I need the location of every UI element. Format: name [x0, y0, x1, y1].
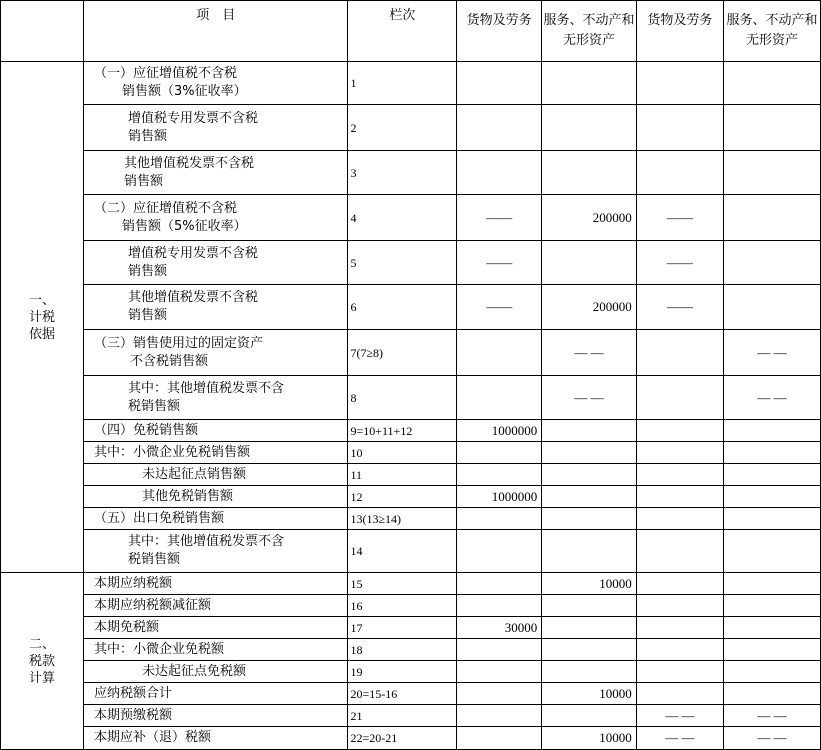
value-cell-g1[interactable]	[457, 727, 542, 750]
value-cell-s1[interactable]: 10000	[542, 727, 637, 750]
value-cell-g2[interactable]	[636, 151, 723, 195]
value-cell-g1[interactable]: 1000000	[457, 486, 542, 508]
value-cell-s1[interactable]	[542, 595, 637, 617]
row-label	[84, 530, 348, 573]
row-label-line1: 其他增值税发票不含税	[128, 290, 259, 305]
value-cell-g1[interactable]: ——	[457, 285, 542, 330]
value-cell-g1[interactable]: ——	[457, 195, 542, 241]
value-cell-s1[interactable]	[542, 420, 637, 442]
value-cell-s1[interactable]	[542, 639, 637, 661]
value-cell-s1[interactable]	[542, 151, 637, 195]
value-cell-g2[interactable]	[636, 420, 723, 442]
row-label-line2: 销售额	[128, 128, 168, 144]
row-label-line2: 不含税销售额	[130, 353, 209, 369]
value-cell-s2[interactable]	[723, 420, 820, 442]
value-cell-g1[interactable]	[457, 530, 542, 573]
value-cell-g1[interactable]	[457, 105, 542, 151]
value-cell-g2[interactable]	[636, 661, 723, 683]
value-cell-g2[interactable]	[636, 105, 723, 151]
value-cell-g1[interactable]	[457, 639, 542, 661]
value-cell-s2[interactable]	[723, 486, 820, 508]
row-column-number: 16	[348, 595, 457, 617]
row-label	[84, 442, 348, 464]
row-label-line2: 销售额	[124, 173, 164, 189]
value-cell-g1[interactable]	[457, 376, 542, 420]
value-cell-g1[interactable]	[457, 661, 542, 683]
row-label-line2: 税销售额	[128, 398, 181, 414]
value-cell-s2[interactable]	[723, 661, 820, 683]
value-cell-s1[interactable]: 10000	[542, 683, 637, 705]
header-item: 项 目	[84, 1, 348, 62]
row-label-line1: 应纳税额合计	[94, 685, 173, 701]
row-label	[84, 727, 348, 750]
header-column: 栏次	[348, 1, 457, 62]
row-column-number: 6	[348, 285, 457, 330]
value-cell-g2[interactable]: — —	[636, 727, 723, 750]
table-row	[1, 330, 821, 376]
row-label-line1: （四）免税销售额	[94, 422, 199, 438]
row-label-line1: 本期预缴税额	[94, 707, 173, 723]
value-cell-s1[interactable]: 200000	[542, 285, 637, 330]
row-label	[84, 486, 348, 508]
value-cell-s2[interactable]: — —	[723, 376, 820, 420]
row-label	[84, 285, 348, 330]
row-column-number: 2	[348, 105, 457, 151]
value-cell-g1[interactable]	[457, 330, 542, 376]
table-row	[1, 639, 821, 661]
row-label-line2: 销售额（5%征收率）	[122, 218, 247, 234]
table-row	[1, 573, 821, 595]
row-label-line1: 本期应纳税额减征额	[94, 597, 212, 613]
value-cell-g1[interactable]	[457, 683, 542, 705]
value-cell-g2[interactable]	[636, 62, 723, 105]
value-cell-g2[interactable]	[636, 617, 723, 639]
row-label	[84, 508, 348, 530]
value-cell-g1[interactable]: 30000	[457, 617, 542, 639]
table-row	[1, 442, 821, 464]
value-cell-s2[interactable]: — —	[723, 705, 820, 727]
header-row	[1, 1, 821, 62]
row-column-number: 5	[348, 241, 457, 285]
value-cell-g1[interactable]	[457, 508, 542, 530]
row-column-number: 13(13≥14)	[348, 508, 457, 530]
row-column-number: 22=20-21	[348, 727, 457, 750]
row-label	[84, 241, 348, 285]
value-cell-g1[interactable]	[457, 464, 542, 486]
table-row	[1, 241, 821, 285]
row-column-number: 11	[348, 464, 457, 486]
row-label-line1: 增值税专用发票不含税	[128, 245, 259, 261]
value-cell-s1[interactable]	[542, 442, 637, 464]
row-label	[84, 573, 348, 595]
table-row	[1, 595, 821, 617]
row-column-number: 17	[348, 617, 457, 639]
value-cell-s2[interactable]	[723, 241, 820, 285]
table-row	[1, 727, 821, 750]
value-cell-s2[interactable]	[723, 195, 820, 241]
value-cell-s2[interactable]	[723, 595, 820, 617]
value-cell-s1[interactable]: — —	[542, 376, 637, 420]
value-cell-s2[interactable]: — —	[723, 330, 820, 376]
value-cell-g2[interactable]	[636, 530, 723, 573]
table-row	[1, 617, 821, 639]
value-cell-s2[interactable]	[723, 683, 820, 705]
row-column-number: 8	[348, 376, 457, 420]
row-label-line1: 其他免税销售额	[142, 488, 234, 504]
row-label-line1: 其中：其他增值税发票不含	[128, 534, 285, 549]
value-cell-s2[interactable]	[723, 105, 820, 151]
value-cell-g2[interactable]	[636, 573, 723, 595]
table-row	[1, 195, 821, 241]
header-goods-2: 货物及劳务	[636, 1, 723, 62]
row-label-line1: 未达起征点销售额	[142, 466, 247, 482]
value-cell-s1[interactable]	[542, 241, 637, 285]
table-row	[1, 530, 821, 573]
row-label	[84, 617, 348, 639]
row-label-line1: 增值税专用发票不含税	[128, 110, 259, 126]
value-cell-s2[interactable]	[723, 508, 820, 530]
value-cell-g2[interactable]	[636, 508, 723, 530]
row-label-line1: （二）应征增值税不含税	[94, 200, 238, 216]
row-column-number: 1	[348, 62, 457, 105]
value-cell-s1[interactable]	[542, 530, 637, 573]
table-row	[1, 420, 821, 442]
value-cell-g1[interactable]	[457, 573, 542, 595]
value-cell-s2[interactable]	[723, 62, 820, 105]
value-cell-g2[interactable]	[636, 464, 723, 486]
row-column-number: 19	[348, 661, 457, 683]
row-column-number: 21	[348, 705, 457, 727]
value-cell-s1[interactable]	[542, 62, 637, 105]
table-row	[1, 62, 821, 105]
value-cell-s1[interactable]	[542, 508, 637, 530]
value-cell-s1[interactable]	[542, 464, 637, 486]
header-services-1: 服务、不动产和无形资产	[542, 1, 637, 62]
row-column-number: 10	[348, 442, 457, 464]
header-services-2: 服务、不动产和无形资产	[723, 1, 820, 62]
value-cell-g2[interactable]	[636, 376, 723, 420]
row-label	[84, 105, 348, 151]
row-label-line2: 税销售额	[128, 552, 181, 567]
row-label-line1: （一）应征增值税不含税	[94, 66, 238, 81]
value-cell-g1[interactable]	[457, 151, 542, 195]
row-label-line1: （五）出口免税销售额	[94, 510, 225, 526]
section-tax: 二、税款计算	[1, 573, 84, 750]
value-cell-g2[interactable]	[636, 683, 723, 705]
value-cell-s2[interactable]	[723, 151, 820, 195]
value-cell-g2[interactable]	[636, 442, 723, 464]
value-cell-s2[interactable]: — —	[723, 727, 820, 750]
table-row	[1, 105, 821, 151]
value-cell-s2[interactable]	[723, 442, 820, 464]
value-cell-s1[interactable]: 10000	[542, 573, 637, 595]
value-cell-s2[interactable]	[723, 639, 820, 661]
value-cell-s2[interactable]	[723, 285, 820, 330]
row-label	[84, 595, 348, 617]
row-column-number: 7(7≥8)	[348, 330, 457, 376]
value-cell-g2[interactable]	[636, 330, 723, 376]
row-label	[84, 705, 348, 727]
value-cell-s1[interactable]: 200000	[542, 195, 637, 241]
table-row	[1, 486, 821, 508]
row-label	[84, 330, 348, 376]
table-row	[1, 683, 821, 705]
row-label-line2: 销售额（3%征收率）	[122, 84, 247, 99]
value-cell-g2[interactable]: ——	[636, 241, 723, 285]
row-column-number: 15	[348, 573, 457, 595]
row-column-number: 4	[348, 195, 457, 241]
row-label-line1: 本期免税额	[94, 619, 160, 635]
row-label-line1: 其他增值税发票不含税	[124, 155, 255, 171]
row-label-line1: 未达起征点免税额	[142, 663, 247, 679]
value-cell-s2[interactable]	[723, 464, 820, 486]
value-cell-g2[interactable]: — —	[636, 705, 723, 727]
row-label	[84, 683, 348, 705]
value-cell-g2[interactable]	[636, 595, 723, 617]
value-cell-s2[interactable]	[723, 530, 820, 573]
value-cell-g1[interactable]: ——	[457, 241, 542, 285]
row-label-line1: 其中：小微企业免税销售额	[94, 444, 251, 460]
row-column-number: 20=15-16	[348, 683, 457, 705]
value-cell-g1[interactable]: 1000000	[457, 420, 542, 442]
row-label-line1: 其中：其他增值税发票不含	[128, 380, 285, 396]
row-label	[84, 195, 348, 241]
value-cell-s1[interactable]: — —	[542, 330, 637, 376]
row-label-line1: 其中：小微企业免税额	[94, 641, 225, 657]
row-column-number: 9=10+11+12	[348, 420, 457, 442]
row-column-number: 18	[348, 639, 457, 661]
row-label	[84, 62, 348, 105]
row-label-line1: 本期应补（退）税额	[94, 730, 212, 745]
header-goods-1: 货物及劳务	[457, 1, 542, 62]
row-label-line1: （三）销售使用过的固定资产	[94, 335, 264, 351]
value-cell-g1[interactable]	[457, 595, 542, 617]
row-column-number: 12	[348, 486, 457, 508]
row-label	[84, 151, 348, 195]
table-row	[1, 285, 821, 330]
table-row	[1, 508, 821, 530]
value-cell-s1[interactable]	[542, 617, 637, 639]
row-label-line2: 销售额	[128, 308, 168, 323]
value-cell-g1[interactable]	[457, 705, 542, 727]
header-corner-cell	[1, 1, 84, 62]
row-label	[84, 464, 348, 486]
value-cell-g2[interactable]	[636, 639, 723, 661]
value-cell-g1[interactable]	[457, 442, 542, 464]
table-row	[1, 376, 821, 420]
row-column-number: 14	[348, 530, 457, 573]
table-row	[1, 661, 821, 683]
value-cell-g2[interactable]: ——	[636, 285, 723, 330]
row-label	[84, 420, 348, 442]
row-label	[84, 376, 348, 420]
table-row	[1, 464, 821, 486]
row-column-number: 3	[348, 151, 457, 195]
value-cell-g2[interactable]	[636, 486, 723, 508]
section-basis: 一、计税依据	[1, 62, 84, 573]
table-row	[1, 151, 821, 195]
row-label	[84, 639, 348, 661]
value-cell-s1[interactable]	[542, 486, 637, 508]
value-cell-s1[interactable]	[542, 661, 637, 683]
value-cell-s1[interactable]	[542, 705, 637, 727]
row-label-line2: 销售额	[128, 263, 168, 279]
value-cell-g1[interactable]	[457, 62, 542, 105]
value-cell-s1[interactable]	[542, 105, 637, 151]
table-row	[1, 705, 821, 727]
row-label-line1: 本期应纳税额	[94, 575, 173, 591]
value-cell-s2[interactable]	[723, 617, 820, 639]
value-cell-g2[interactable]: ——	[636, 195, 723, 241]
row-label	[84, 661, 348, 683]
value-cell-s2[interactable]	[723, 573, 820, 595]
